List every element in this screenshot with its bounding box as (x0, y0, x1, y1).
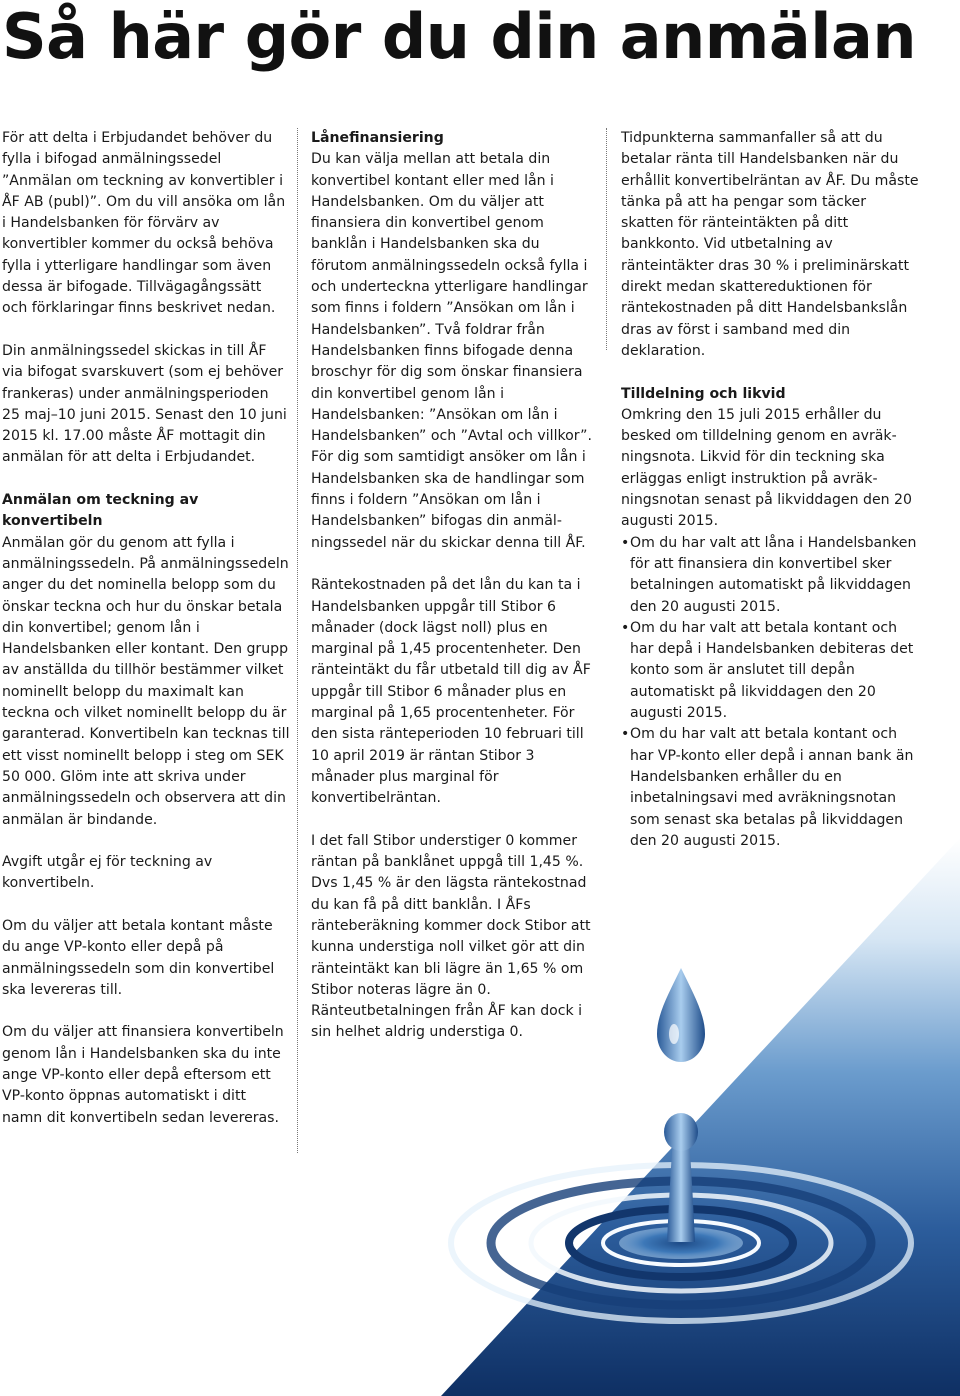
intro-paragraph: För att delta i Erbjudandet behöver du fylla i bifogad anmälningssedel ”Anmälan om teckning av konvertibler i ÅF AB (publ)”. Om du vill ansöka om lån i Handelsbanken för förvärv av konvertibler kommer du också behöva fylla i ytterligare handlingar som även dessa är bifogade. Tillvägagångssätt och förklaringar finns beskrivet nedan. (2, 130, 286, 317)
submission-paragraph: Din anmälningssedel skickas in till ÅF via bifogat svarskuvert (som ej behöver frankeras) under anmälningsperioden 25 maj–10 juni 2015. Senast den 10 juni 2015 kl. 17.00 måste ÅF mottagit din anmälan för att delta i Erbjudandet. (2, 342, 287, 466)
list-item: • Om du har valt att betala kontant och har depå i Handelsbanken debiteras det konto som är anslutet till depån automatiskt på likviddagen den 20 augusti 2015. (621, 618, 921, 724)
tax-paragraph: Tidpunkterna sammanfaller så att du betalar ränta till Handelsbanken när du erhållit konvertibelräntan av ÅF. Du måste tänka på att ha pengar som täcker skatten för ränteintäkten på ditt bankkonto. Vid utbetalning av ränteintäkter dras 30 % i preliminärskatt direkt medan skattereduktionen för räntekostnaden på ditt Handelsbankslån dras av först i samband med din deklaration. (621, 130, 919, 359)
stibor-paragraph: I det fall Stibor understiger 0 kommer räntan på banklånet uppgå till 1,45 %. Dvs 1,45 % är den lägsta räntekostnad du kan få på ditt banklån. I ÅFs ränteberäkning kommer dock Stibor att kunna understiga noll vilket gör att din ränteintäkt kan bli lägre än 1,65 % om Stibor noteras lägre än 0. Ränteutbetalningen från ÅF kan dock i sin helhet aldrig understiga 0. (311, 832, 591, 1041)
section-heading-loan: Lånefinansiering (311, 130, 444, 146)
payment-bullet-list (621, 533, 921, 852)
loan-paragraph: Du kan välja mellan att betala din konvertibel kontant eller med lån i Handelsbanken. Om du väljer att finansiera din konvertibel genom banklån i Handelsbanken ska du förutom anmälningssedeln också fylla i och underteckna ytterligare handlingar som finns i foldern ”Ansökan om lån i Handelsbanken”. Två foldrar från Handelsbanken finns bifogade denna broschyr för dig som önskar finansiera din konvertibel genom lån i Handelsbanken: ”Ansökan om lån i Handelsbanken” och ”Avtal och villkor”. För dig som samtidigt ansöker om lån i Handelsbanken ska de handlingar som finns i foldern ”Ansökan om lån i Handelsbanken” bifogas din anmälningssedel när du skickar denna till ÅF. (311, 151, 592, 551)
loan-financing-paragraph: Om du väljer att finansiera konvertibeln genom lån i Handelsbanken ska du inte ange VP-konto eller depå eftersom ett VP-konto öppnas automatiskt i ditt namn dit konvertibeln sedan levereras. (2, 1024, 284, 1126)
list-item: • Om du har valt att betala kontant och har VP-konto eller depå i annan bank än Handelsbanken erhåller du en inbetalningsavi med avräkningsnotan som senast ska betalas på likviddagen den 20 augusti 2015. (621, 724, 921, 852)
list-item: • Om du har valt att låna i Handelsbanken för att finansiera din konvertibel sker betalningen automatiskt på likviddagen den 20 augusti 2015. (621, 533, 921, 618)
fee-paragraph: Avgift utgår ej för teckning av konvertibeln. (2, 854, 213, 892)
water-drop-image (441, 838, 960, 1396)
column-left (2, 128, 290, 1150)
section-heading-allotment: Tilldelning och likvid (621, 385, 786, 402)
column-divider-right (606, 128, 607, 350)
cash-payment-paragraph: Om du väljer att betala kontant måste du ange VP-konto eller depå på anmälningssedeln som din konvertibel ska levereras till. (2, 917, 275, 998)
column-top-drop (664, 1113, 698, 1151)
allotment-paragraph: Omkring den 15 juli 2015 erhåller du besked om tilldelning genom en avräkningsnota. Likvid för din teckning ska erläggas enligt instruktion på avräkningsnotan senast på likviddagen den 20 augusti 2015. (621, 406, 912, 530)
falling-drop (657, 968, 705, 1062)
column-right (621, 128, 921, 852)
page-title: Så här gör du din anmälan (2, 0, 916, 73)
water-surface (441, 838, 960, 1396)
section-heading-application: Anmälan om teckning av konvertibeln (2, 492, 199, 530)
interest-paragraph: Räntekostnaden på det lån du kan ta i Handelsbanken uppgår till Stibor 6 månader (dock lägst noll) plus en marginal på 1,45 procentenheter. Den ränteintäkt du får utbetald till dig av ÅF uppgår till Stibor 6 månader plus en marginal på 1,65 procentenheter. För den sista ränteperioden 10 februari till 10 april 2019 är räntan Stibor 3 månader plus marginal för konvertibelräntan. (311, 577, 591, 807)
application-paragraph: Anmälan gör du genom att fylla i anmälningssedeln. På anmälningssedeln anger du det nominella belopp som du önskar teckna och hur du önskar betala din konvertibel; genom lån i Handelsbanken eller kontant. Den grupp av anställda du tillhör bestämmer vilket nominellt belopp du maximalt kan teckna och vilket nominellt belopp du är garanterad. Konvertibeln kan tecknas till ett visst nominellt belopp i steg om SEK 50 000. Glöm inte att skriva under anmälningssedeln och observera att din anmälan är bindande. (2, 534, 290, 828)
column-divider-left (297, 128, 298, 1153)
